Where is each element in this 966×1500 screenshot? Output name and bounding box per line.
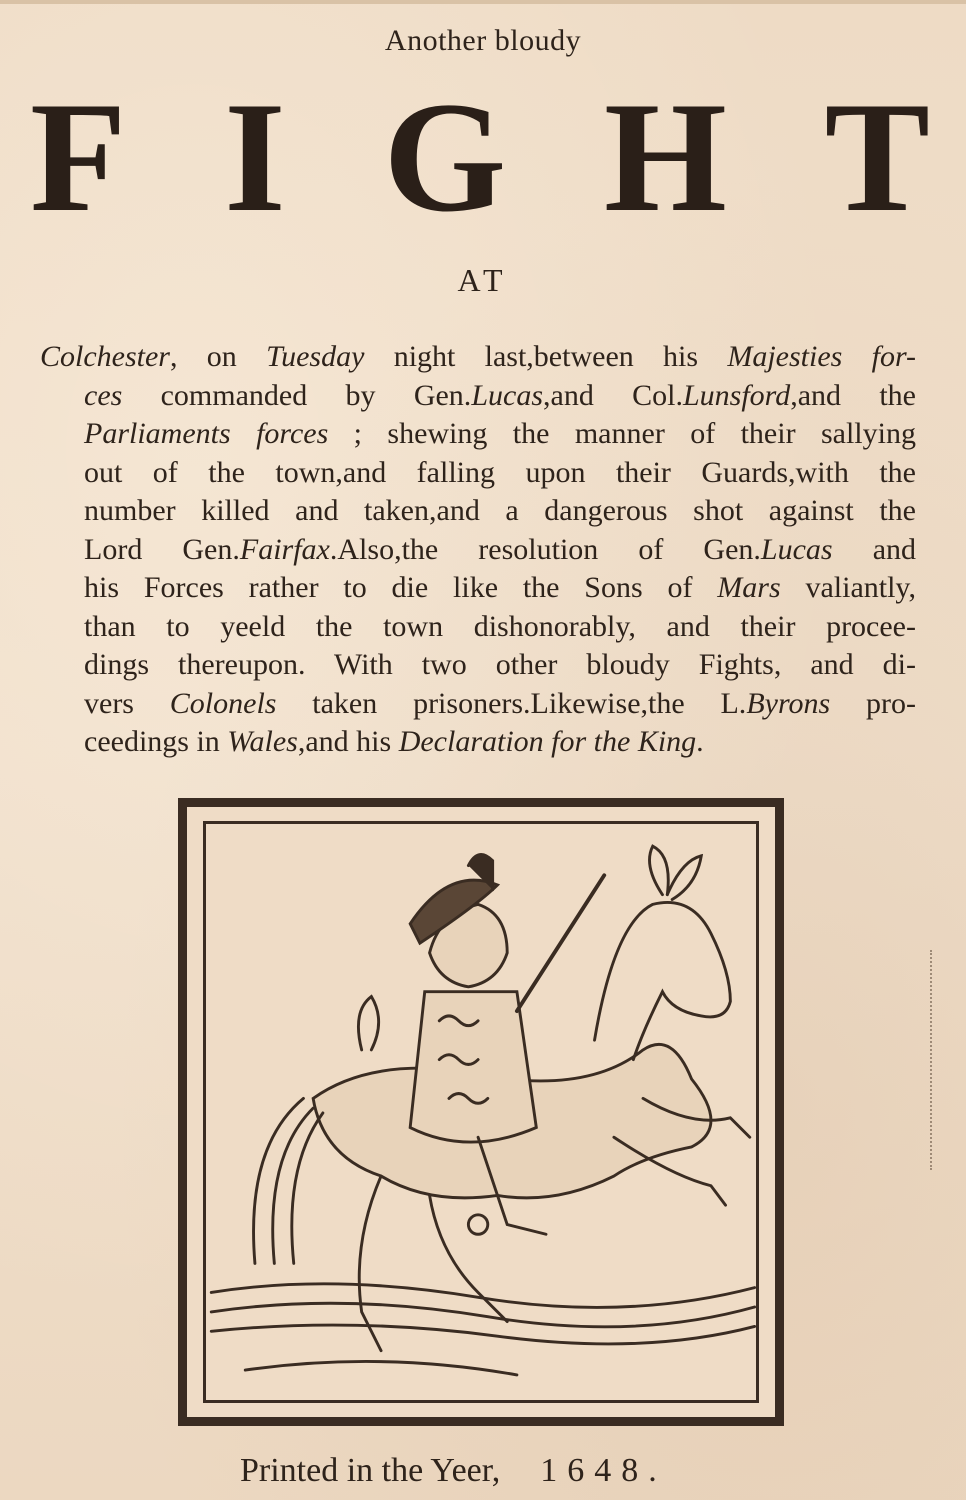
margin-marks: [930, 950, 938, 1170]
italic-text: Parliaments forces: [84, 417, 329, 450]
roman-text: , on: [169, 340, 267, 373]
headline: [30, 70, 930, 245]
woodcut-illustration: [178, 798, 784, 1426]
roman-text: his Forces rather to die like the Sons of: [84, 571, 718, 604]
roman-text: valiantly,: [780, 571, 916, 604]
subtitle: Another bloudy: [384, 24, 582, 57]
at-heading: AT: [457, 262, 509, 298]
roman-text: commanded by Gen.: [122, 378, 472, 412]
horseman-woodcut-icon: [187, 807, 775, 1417]
roman-text: ,and Col.: [543, 378, 683, 412]
roman-text: out of the town,and falling upon their Guards,with the: [84, 455, 916, 489]
roman-text: and: [832, 532, 917, 566]
italic-text: ces: [84, 378, 123, 412]
body-line: [40, 608, 916, 647]
roman-text: vers: [84, 686, 170, 720]
italic-text: Wales: [227, 725, 298, 758]
italic-text: Tuesday: [266, 340, 365, 373]
italic-text: Declaration for the King: [398, 725, 697, 758]
body-line: [40, 685, 916, 724]
body-line: [40, 646, 916, 685]
roman-text: Lord Gen.: [84, 532, 240, 566]
body-line: [40, 492, 916, 531]
headline-letter: H: [603, 70, 727, 245]
body-line: [40, 377, 916, 416]
italic-text: Colonels: [169, 686, 277, 720]
body-line: [40, 415, 916, 454]
roman-text: ,and his: [297, 725, 399, 758]
roman-text: ceedings in: [84, 725, 228, 758]
imprint-year: 1648.: [540, 1452, 667, 1489]
roman-text: ,and the: [790, 378, 916, 412]
body-line: [40, 531, 916, 570]
body-line: [40, 569, 916, 608]
roman-text: ; shewing the manner of their sallying: [328, 417, 916, 450]
imprint-label: Printed in the Yeer,: [240, 1452, 501, 1489]
roman-text: .Also,the resolution of Gen.: [329, 532, 761, 566]
italic-text: Lucas: [760, 532, 833, 566]
roman-text: taken prisoners.Likewise,the L.: [276, 686, 747, 720]
body-line: [40, 454, 916, 493]
roman-text: pro-: [830, 686, 916, 720]
headline-letter: F: [30, 70, 127, 245]
page-edge: [0, 0, 966, 4]
body-line: [40, 338, 916, 377]
title-body-text: [40, 338, 916, 762]
headline-letter: I: [224, 70, 286, 245]
roman-text: night last,between his: [364, 340, 728, 373]
italic-text: Lucas: [471, 378, 543, 412]
imprint: [240, 1452, 667, 1490]
roman-text: dings thereupon. With two other bloudy Fights, and di-: [84, 648, 916, 681]
body-line: [40, 723, 916, 762]
headline-letter: G: [383, 70, 507, 245]
italic-text: Byrons: [746, 686, 831, 720]
italic-text: Majesties for-: [727, 340, 917, 373]
italic-text: Lunsford: [682, 378, 791, 412]
roman-text: number killed and taken,and a dangerous shot against the: [84, 494, 916, 527]
italic-text: Fairfax: [239, 532, 330, 566]
roman-text: than to yeeld the town dishonorably, and their procee-: [84, 609, 916, 643]
italic-text: Colchester: [40, 340, 170, 373]
italic-text: Mars: [717, 571, 781, 604]
roman-text: .: [696, 725, 704, 758]
headline-letter: T: [824, 70, 930, 245]
